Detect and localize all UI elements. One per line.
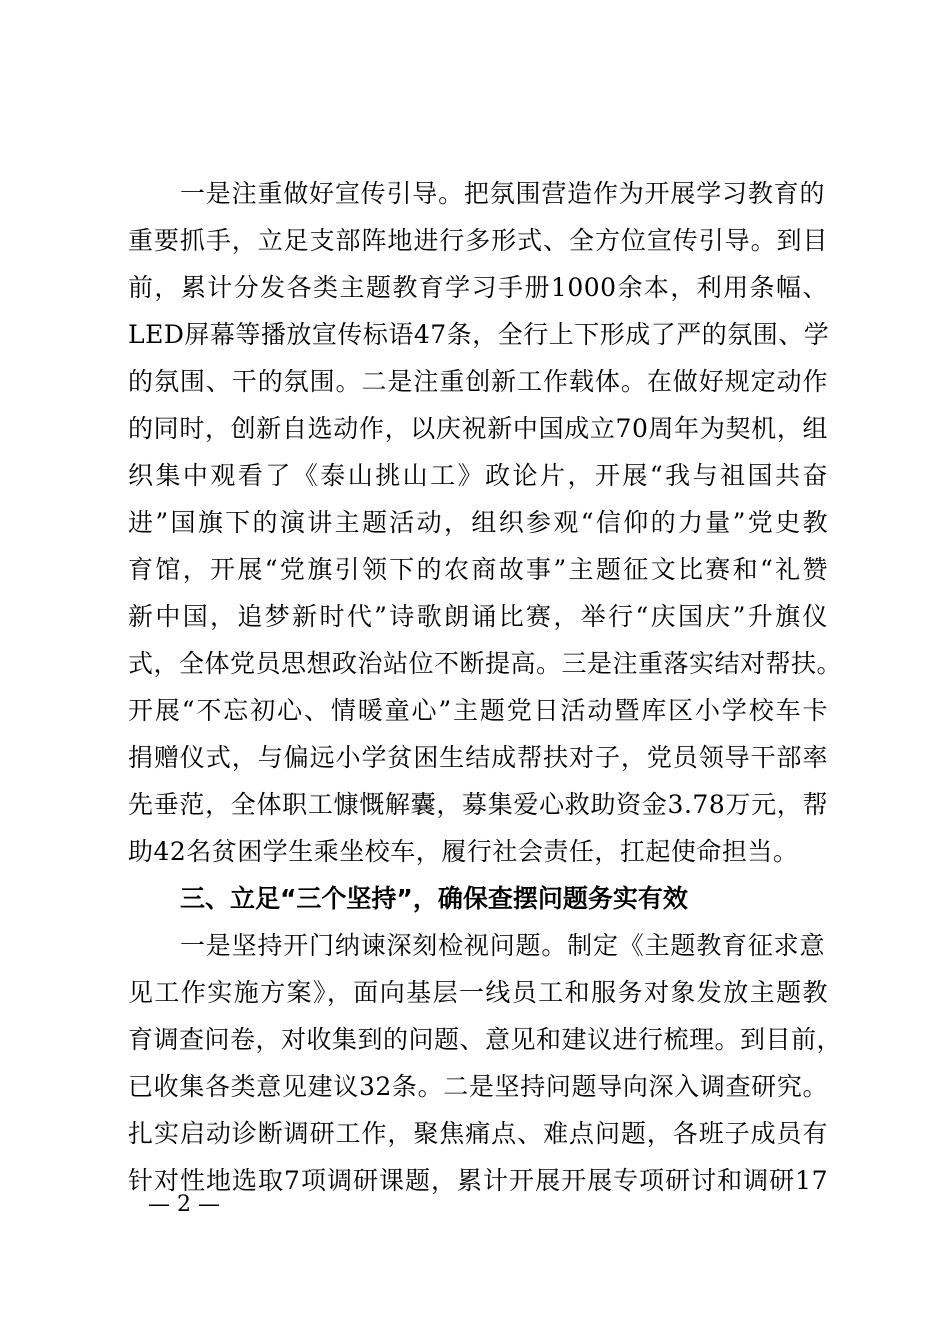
paragraph1-line-9: 育馆，开展“党旗引领下的农商故事”主题征文比赛和“礼赞 (128, 555, 828, 584)
paragraph1-line-14: 先垂范，全体职工慷慨解囊，募集爱心救助资金3.78万元，帮 (128, 790, 828, 819)
paragraph1-line-13: 捐赠仪式，与偏远小学贫困生结成帮扶对子，党员领导干部率 (128, 743, 828, 772)
paragraph1-line-15: 助42名贫困学生乘坐校车，履行社会责任，扛起使命担当。 (128, 837, 799, 866)
paragraph2-line-6: 针对性地选取7项调研课题，累计开展开展专项研讨和调研17 (128, 1166, 828, 1195)
paragraph2-line-5: 扎实启动诊断调研工作，聚焦痛点、难点问题，各班子成员有 (128, 1119, 828, 1148)
paragraph2-line-2: 见工作实施方案》，面向基层一线员工和服务对象发放主题教 (128, 978, 828, 1007)
paragraph2-line-3: 育调查问卷，对收集到的问题、意见和建议进行梳理。到目前， (128, 1025, 843, 1054)
paragraph1-line-1: 一是注重做好宣传引导。把氛围营造作为开展学习教育的 (180, 179, 825, 208)
paragraph1-line-4: LED屏幕等播放宣传标语47条，全行上下形成了严的氛围、学 (128, 320, 830, 349)
paragraph1-line-8: 进”国旗下的演讲主题活动，组织参观“信仰的力量”党史教 (128, 508, 828, 537)
paragraph1-line-5: 的氛围、干的氛围。二是注重创新工作载体。在做好规定动作 (128, 367, 828, 396)
paragraph1-line-6: 的同时，创新自选动作，以庆祝新中国成立70周年为契机，组 (128, 414, 828, 443)
paragraph1-line-11: 式，全体党员思想政治站位不断提高。三是注重落实结对帮扶。 (128, 649, 843, 678)
paragraph1-line-2: 重要抓手，立足支部阵地进行多形式、全方位宣传引导。到目 (128, 226, 828, 255)
paragraph2-line-1: 一是坚持开门纳谏深刻检视问题。制定《主题教育征求意 (180, 931, 825, 960)
paragraph1-line-3: 前，累计分发各类主题教育学习手册1000余本，利用条幅、 (128, 273, 828, 302)
paragraph1-line-7: 织集中观看了《泰山挑山工》政论片，开展“我与祖国共奋 (128, 461, 828, 490)
page-number: — 2 — (148, 1192, 220, 1217)
paragraph1-line-12: 开展“不忘初心、情暖童心”主题党日活动暨库区小学校车卡 (128, 696, 828, 725)
paragraph2-line-4: 已收集各类意见建议32条。二是坚持问题导向深入调查研究。 (128, 1072, 828, 1101)
paragraph1-line-10: 新中国，追梦新时代”诗歌朗诵比赛，举行“庆国庆”升旗仪 (128, 602, 828, 631)
section-heading: 三、立足“三个坚持”，确保查摆问题务实有效 (180, 884, 688, 913)
